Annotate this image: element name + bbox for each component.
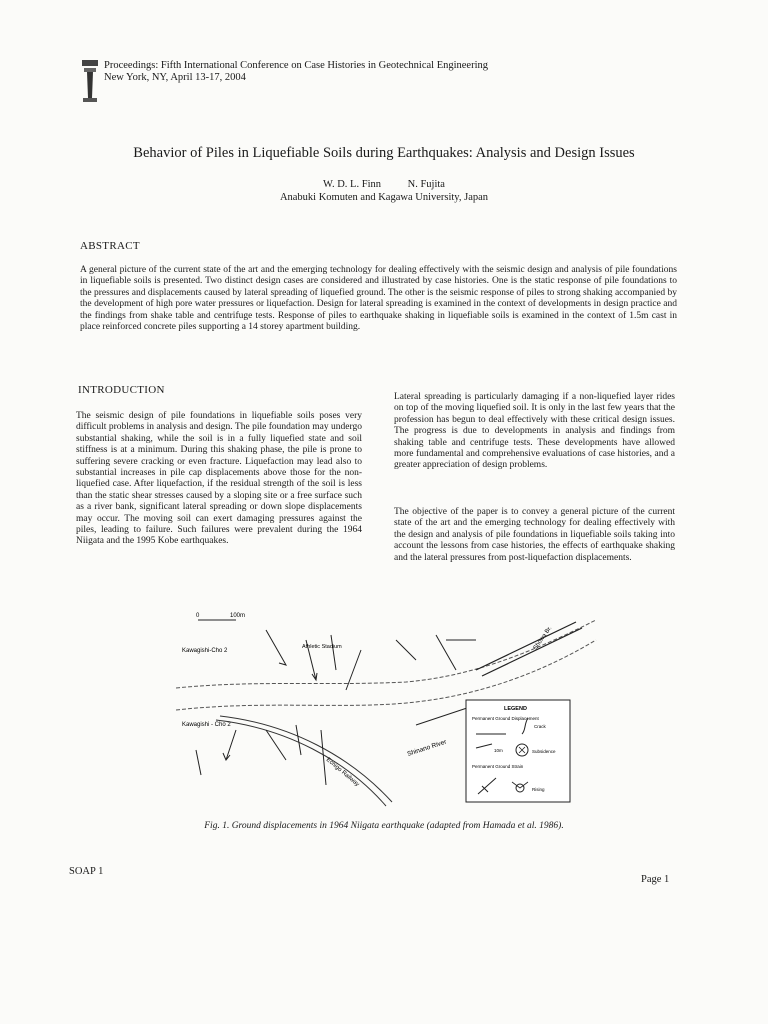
label-kawagishi-cho-2: Kawagishi-Cho 2 (182, 648, 228, 654)
paper-title: Behavior of Piles in Liquefiable Soils during Earthquakes: Analysis and Design Issues (133, 145, 635, 161)
scale-zero-label: 0 (196, 613, 200, 619)
scale-bar (196, 613, 245, 620)
label-echigo-railway: Echigo Railway (324, 756, 361, 788)
legend-rising: Rising (532, 787, 545, 792)
abstract-heading: ABSTRACT (80, 240, 140, 252)
label-kawagishi-cho-lower: Kawagishi - Cho 2 (182, 722, 231, 728)
intro-paragraph-2: Lateral spreading is particularly damaging if a non-liquefied layer rides on top of the moving liquefied soil. It is only in the last few years that the profession has begun to deal effectively with these critical design issues. The progress is due to developments in analysis and findings from shaking table and centrifuge tests. These developments have allowed more fundamental and comprehensive evaluations of case histories, and a greater appreciation of design problems. (394, 392, 675, 471)
figure-legend (466, 700, 570, 802)
legend-crack: Crack (534, 724, 546, 729)
author-2: N. Fujita (407, 179, 445, 190)
scale-length-label: 100m (230, 613, 246, 619)
abstract-text: A general picture of the current state of the art and the emerging technology for dealing effectively with the seismic design and analysis of pile foundations in liquefiable soils is presented. Two distinct design cases are considered and illustrated by case histories. One is the static response of pile foundations to the pressures and displacements caused by lateral spreading of liquefied ground. The other is the seismic response of piles to strong shaking accompanied by the development of high pore water pressures or liquefaction. Design for lateral spreading is examined in the context of developments in design practice and the findings from shake table and centrifuge tests. Response of piles to earthquake shaking in liquefiable soils is examined in the context of 1.5m cast in place reinforced concrete piles supporting a 14 storey apartment building. (80, 265, 677, 333)
legend-displacement: Permanent Ground Displacement (472, 716, 539, 721)
proceedings-line-2: New York, NY, April 13-17, 2004 (104, 72, 246, 83)
legend-title: LEGEND (504, 706, 527, 712)
author-1: W. D. L. Finn (323, 179, 381, 190)
proceedings-line-1: Proceedings: Fifth International Conference on Case Histories in Geotechnical Engineering (104, 60, 489, 71)
conference-logo-icon (80, 58, 100, 104)
authors-block (0, 178, 768, 204)
footer-soap-label: SOAP 1 (69, 866, 104, 877)
proceedings-header (104, 60, 624, 84)
figure-caption: Fig. 1. Ground displacements in 1964 Niigata earthquake (adapted from Hamada et al. 1986). (204, 821, 564, 831)
label-shinano-river: Shinano River (406, 738, 448, 758)
legend-scale: 10m (494, 748, 503, 753)
affiliation: Anabuki Komuten and Kagawa University, Japan (279, 192, 489, 203)
label-athletic-stadium: Athletic Stadium (302, 644, 342, 650)
introduction-heading: INTRODUCTION (78, 384, 165, 396)
legend-subsidence: Subsidence (532, 749, 556, 754)
label-showa-bridge: Showa Br. (532, 625, 554, 652)
footer-page-number: Page 1 (641, 874, 670, 885)
displacement-vectors (196, 630, 476, 785)
intro-paragraph-1: The seismic design of pile foundations in liquefiable soils poses very difficult problems in analysis and design. The pile foundation may undergo substantial shaking, while the soil is in a fully liquefied state and soil stiffness is at a minimum. During this shaking phase, the pile is prone to suffering severe cracking or even fracture. Liquefaction may lead also to substantial increases in pile cap displacements above those for the non-liquefied case. After liquefaction, if the residual strength of the soil is less than the static shear stresses caused by a sloping site or a free surface such as a river bank, significant lateral spreading or down slope displacements may occur. The moving soil can exert damaging pressures against the piles, leading to failure. Such failures were prevalent during the 1964 Niigata and the 1995 Kobe earthquakes. (76, 411, 362, 547)
legend-strain: Permanent Ground Strain (472, 764, 524, 769)
ground-displacement-map (176, 610, 598, 808)
intro-paragraph-3: The objective of the paper is to convey a general picture of the current state of the art and the emerging technology for dealing effectively with the design and analysis of pile foundations in liquefiable soils taking into account the lessons from case histories, the effects of earthquake shaking and the lateral pressures from post-liquefaction displacements. (394, 507, 675, 563)
